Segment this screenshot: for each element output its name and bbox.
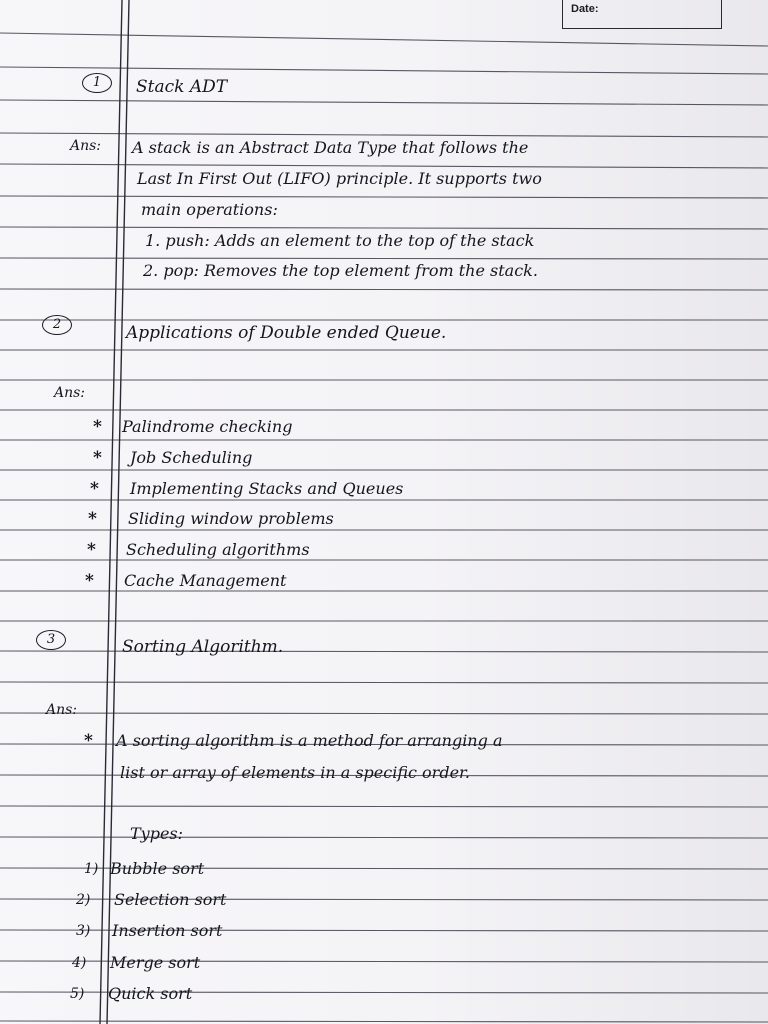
sort-type: Selection sort xyxy=(114,890,227,909)
answer-1-line-4: 1. push: Adds an element to the top of the stack xyxy=(145,231,535,250)
bullet-star: * xyxy=(93,448,102,468)
answer-1-line-2: Last In First Out (LIFO) principle. It supports two xyxy=(137,169,542,188)
answer-1-line-1: A stack is an Abstract Data Type that follows the xyxy=(132,138,529,157)
type-number: 5) xyxy=(70,986,85,1002)
sort-type: Insertion sort xyxy=(112,921,223,940)
date-box xyxy=(562,0,722,29)
bullet-star: * xyxy=(90,479,99,499)
answer-3-line-2: list or array of elements in a specific order. xyxy=(120,763,471,782)
type-number: 4) xyxy=(72,955,87,971)
bullet-star: * xyxy=(93,417,102,437)
bullet-star: * xyxy=(88,509,97,529)
answer-3-line-1: A sorting algorithm is a method for arranging a xyxy=(116,731,503,750)
answer-2-label: Ans: xyxy=(54,385,86,401)
answer-1-label: Ans: xyxy=(70,138,102,154)
application-item: Implementing Stacks and Queues xyxy=(130,479,404,498)
question-number-2: 2 xyxy=(42,315,72,335)
answer-1-line-3: main operations: xyxy=(141,200,278,219)
bullet-star: * xyxy=(84,731,93,751)
application-item: Palindrome checking xyxy=(122,417,293,436)
bullet-star: * xyxy=(85,571,94,591)
question-number-3: 3 xyxy=(36,630,66,650)
type-number: 1) xyxy=(84,861,99,877)
types-label: Types: xyxy=(130,824,184,843)
type-number: 3) xyxy=(76,923,91,939)
answer-1-line-5: 2. pop: Removes the top element from the stack. xyxy=(143,261,538,280)
application-item: Sliding window problems xyxy=(128,509,334,528)
question-2-title: Applications of Double ended Queue. xyxy=(126,323,447,343)
sort-type: Quick sort xyxy=(108,984,193,1003)
sort-type: Bubble sort xyxy=(110,859,205,878)
type-number: 2) xyxy=(76,892,91,908)
bullet-star: * xyxy=(87,540,96,560)
date-label: Date: xyxy=(571,3,599,15)
application-item: Cache Management xyxy=(124,571,287,590)
question-3-title: Sorting Algorithm. xyxy=(122,637,284,657)
question-number-1: 1 xyxy=(82,73,112,93)
sort-type: Merge sort xyxy=(110,953,201,972)
answer-3-label: Ans: xyxy=(46,702,78,718)
application-item: Scheduling algorithms xyxy=(126,540,310,559)
application-item: Job Scheduling xyxy=(130,448,253,467)
question-1-title: Stack ADT xyxy=(136,77,228,97)
